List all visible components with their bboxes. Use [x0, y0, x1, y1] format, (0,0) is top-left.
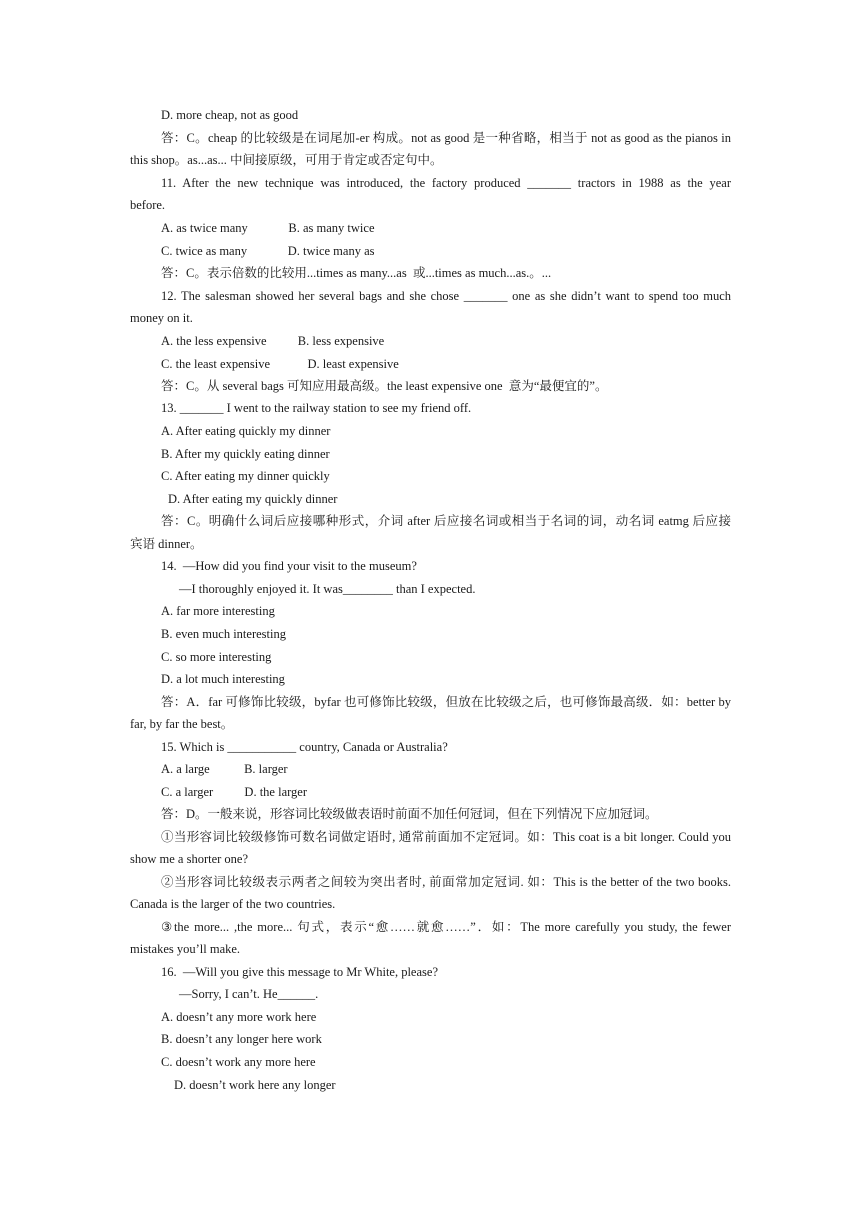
answer-line: 答：C。从 several bags 可知应用最高级。the least expensive one 意为“最便宜的”。 — [161, 379, 608, 393]
option-b: B. doesn’t any longer here work — [161, 1032, 322, 1046]
question-11: 11. After the new technique was introduced, the factory produced _______ tractors in 1988 as the year — [161, 176, 731, 190]
question-12: 12. The salesman showed her several bags and she chose _______ one as she didn’t want to spend too much — [161, 289, 731, 303]
answer-line: 答：D。一般来说，形容词比较级做表语时前面不加任何冠词，但在下列情况下应加冠词。 — [161, 807, 658, 821]
question-13: 13. _______ I went to the railway station to see my friend off. — [161, 401, 472, 415]
answer-line: 答：C。明确什么词后应接哪种形式，介词 after 后应接名词或相当于名词的词，动名词 eatmg 后应接 — [161, 514, 731, 528]
answer-line: 答：A．far 可修饰比较级，byfar 也可修饰比较级，但放在比较级之后，也可修饰最高级．如：better by — [161, 695, 731, 709]
explanation-point-3-continuation: mistakes you’ll make. — [130, 942, 241, 956]
option-c: C. After eating my dinner quickly — [161, 469, 330, 483]
question-14: 14. —How did you find your visit to the museum? — [161, 559, 417, 573]
question-16-reply: —Sorry, I can’t. He______. — [179, 987, 319, 1001]
options-ab: A. as twice many B. as many twice — [161, 221, 375, 235]
option-a: A. doesn’t any more work here — [161, 1010, 317, 1024]
option-b: B. After my quickly eating dinner — [161, 447, 330, 461]
question-14-reply: —I thoroughly enjoyed it. It was________ than I expected. — [179, 582, 476, 596]
question-12-continuation: money on it. — [130, 311, 193, 325]
explanation-point-3: ③the more... ,the more... 句式，表示“愈……就愈……”．如：The more carefully you study, the fewer — [161, 920, 731, 934]
option-c: C. so more interesting — [161, 650, 272, 664]
explanation-point-2: ②当形容词比较级表示两者之间较为突出者时, 前面常加定冠词. 如：This is the better of the two books. — [161, 875, 731, 889]
option-a: A. After eating quickly my dinner — [161, 424, 331, 438]
explanation-point-1-continuation: show me a shorter one? — [130, 852, 249, 866]
option-d: D. After eating my quickly dinner — [168, 492, 338, 506]
options-ab: A. a large B. larger — [161, 762, 288, 776]
options-cd: C. a larger D. the larger — [161, 785, 308, 799]
option-a: A. far more interesting — [161, 604, 275, 618]
options-ab: A. the less expensive B. less expensive — [161, 334, 385, 348]
question-15: 15. Which is ___________ country, Canada or Australia? — [161, 740, 448, 754]
option-c: C. doesn’t work any more here — [161, 1055, 316, 1069]
question-16: 16. —Will you give this message to Mr White, please? — [161, 965, 438, 979]
options-cd: C. twice as many D. twice many as — [161, 244, 375, 258]
answer-line: 答：C。表示倍数的比较用...times as many...as 或...times as much...as.。... — [161, 266, 552, 280]
option-d: D. a lot much interesting — [161, 672, 285, 686]
option-b: B. even much interesting — [161, 627, 286, 641]
answer-continuation: this shop。as...as... 中间接原级，可用于肯定或否定句中。 — [130, 153, 443, 167]
answer-continuation: 宾语 dinner。 — [130, 537, 203, 551]
explanation-point-1: ①当形容词比较级修饰可数名词做定语时, 通常前面加不定冠词。如：This coat is a bit longer. Could you — [161, 830, 731, 844]
question-11-continuation: before. — [130, 198, 166, 212]
options-cd: C. the least expensive D. least expensive — [161, 357, 399, 371]
explanation-point-2-continuation: Canada is the larger of the two countries. — [130, 897, 336, 911]
option-d: D. doesn’t work here any longer — [174, 1078, 336, 1092]
answer-line: 答：C。cheap 的比较级是在词尾加-er 构成。not as good 是一种省略，相当于 not as good as the pianos in — [161, 131, 731, 145]
answer-continuation: far, by far the best。 — [130, 717, 234, 731]
option-d-line: D. more cheap, not as good — [161, 108, 299, 122]
